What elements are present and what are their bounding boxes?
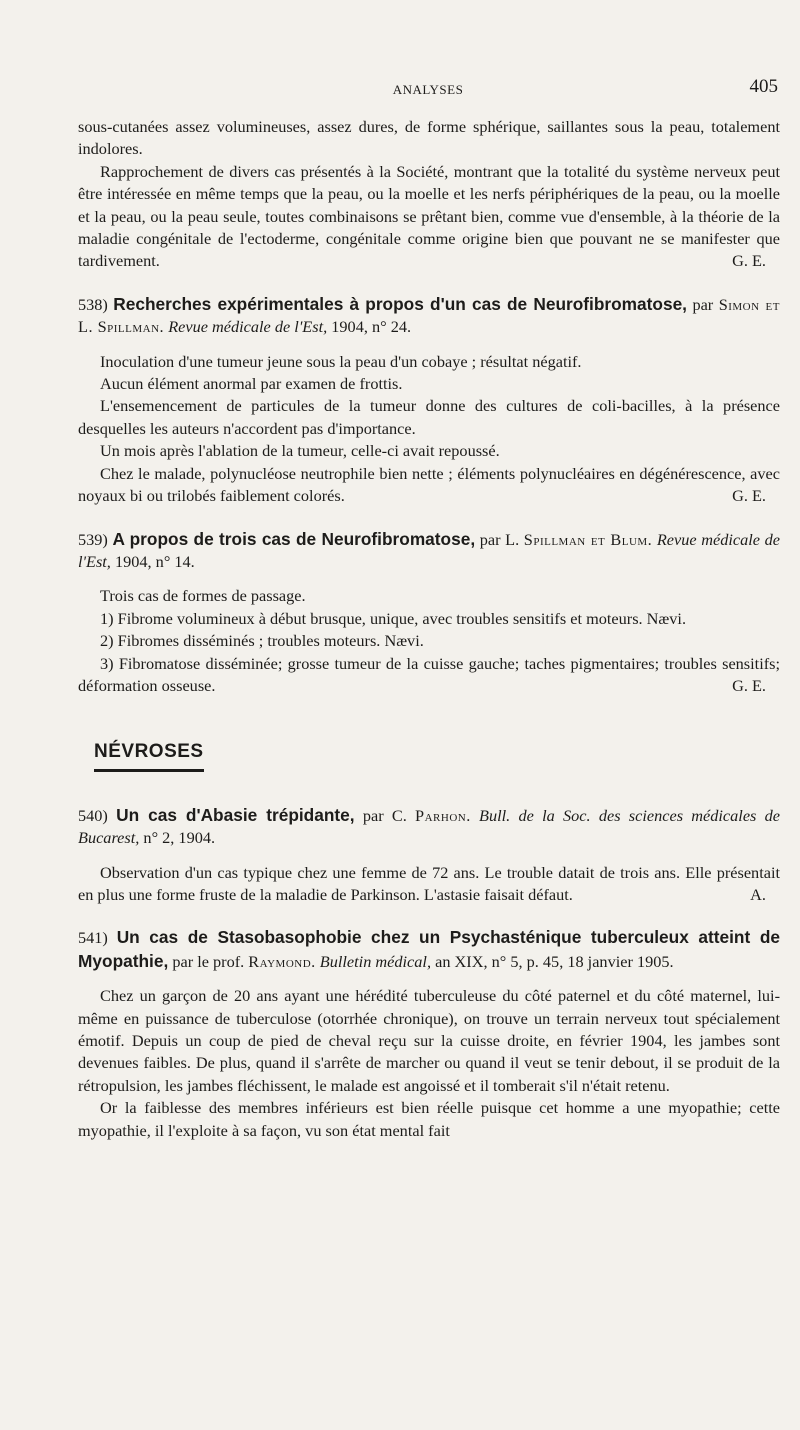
paragraph-text: Chez le malade, polynucléose neutrophile bien nette ; éléments polynucléaires en dégénérescence, avec noyaux bi ou trilobés faiblement colorés. <box>78 463 780 506</box>
entry-authors: Parhon. <box>415 805 471 825</box>
entry-title: Recherches expérimentales à propos d'un cas de Neurofibromatose, <box>113 293 687 314</box>
paragraph <box>78 862 780 907</box>
paragraph: Aucun élément anormal par examen de frottis. <box>100 374 403 394</box>
entry-by: par L. <box>479 529 520 549</box>
entry-heading <box>78 926 780 973</box>
abstract-entry-541 <box>78 926 780 1142</box>
paragraph: Inoculation d'une tumeur jeune sous la peau d'un cobaye ; résultat négatif. <box>100 351 582 371</box>
entry-number: 539) <box>78 529 108 549</box>
entry-reference: 1904, n° 24. <box>331 317 412 337</box>
paragraph-text: Rapprochement de divers cas présentés à la Société, montrant que la totalité du système nerveux peut être intéressée en même temps que la peau, ou la moelle et les nerfs périphériques de la peau, ou la moelle et la peau, ou la peau seule, toutes combinaisons se prêtant bien, comme vue d'ensemble, à la théorie de la maladie congénitale de l'ectoderme, congénitale comme origine bien que pouvant ne se manifester que tardivement. <box>78 161 780 271</box>
entry-reference: n° 2, 1904. <box>143 828 216 848</box>
page-number: 405 <box>749 76 778 97</box>
entry-by: par le prof. <box>172 951 245 971</box>
author-initials: G. E. <box>732 486 766 506</box>
paragraph: sous-cutanées assez volumineuses, assez dures, de forme sphérique, saillantes sous la peau, totalement indolores. <box>78 117 780 159</box>
paragraph-text: 3) Fibromatose disséminée; grosse tumeur de la cuisse gauche; taches pigmentaires; troubles sensitifs; déformation osseuse. <box>78 653 780 695</box>
page-content <box>78 116 780 1142</box>
paragraph: Trois cas de formes de passage. <box>100 586 306 606</box>
paragraph-text: Observation d'un cas typique chez une femme de 72 ans. Le trouble datait de trois ans. Elle présentait en plus une forme fruste de la maladie de Parkinson. L'astasie faisait défaut. <box>78 862 780 904</box>
paragraph: 1) Fibrome volumineux à début brusque, unique, avec troubles sensitifs et moteurs. Nævi. <box>100 608 687 628</box>
entry-reference: an XIX, n° 5, p. 45, 18 janvier 1905. <box>435 951 674 971</box>
entry-authors: Simon et L. Spillman. <box>78 294 780 337</box>
entry-number: 538) <box>78 294 108 314</box>
entry-title: Un cas de Stasobasophobie chez un Psychasténique tuberculeux atteint de Myopathie, <box>78 927 780 971</box>
entry-number: 540) <box>78 805 108 825</box>
entry-journal: Bulletin médical, <box>319 951 432 971</box>
entry-reference: 1904, n° 14. <box>114 551 195 571</box>
paragraph <box>78 463 780 508</box>
section-heading: NÉVROSES <box>94 741 204 771</box>
entry-by: par C. <box>362 805 407 825</box>
abstract-entry-540 <box>78 804 780 907</box>
entry-journal: Revue médicale de l'Est, <box>168 317 328 337</box>
author-initials: G. E. <box>732 675 766 695</box>
paragraph: Chez un garçon de 20 ans ayant une hérédité tuberculeuse du côté paternel et du côté maternel, lui-même en puissance de tuberculose (otorrhée chronique), on trouve un terrain nerveux tout spécialement émotif. Depuis un coup de pied de cheval reçu sur la cuisse droite, en février 1904, les jambes sont devenues faibles. De plus, quand il s'arrête de marcher ou quand il veut se tenir debout, il se produit de la rétropulsion, les jambes fléchissent, le malade est angoissé et il tomberait s'il n'était retenu. <box>78 986 780 1095</box>
paragraph <box>78 161 780 273</box>
paragraph: L'ensemencement de particules de la tumeur donne des cultures de coli-bacilles, à la présence desquelles les auteurs n'accordent pas d'importance. <box>78 396 780 438</box>
entry-heading <box>78 293 780 339</box>
entry-journal: Bull. de la Soc. des sciences médicales de Bucarest, <box>78 805 780 848</box>
entry-authors: Raymond. <box>248 951 316 971</box>
entry-title: A propos de trois cas de Neurofibromatose, <box>112 528 476 549</box>
entry-heading <box>78 804 780 850</box>
entry-by: par <box>692 294 714 314</box>
author-initials: G. E. <box>732 251 766 271</box>
entry-journal: Revue médicale de l'Est, <box>78 529 780 571</box>
paragraph: Or la faiblesse des membres inférieurs est bien réelle puisque cet homme a une myopathie; cette myopathie, il l'exploite à sa façon, vu son état mental fait <box>78 1098 780 1140</box>
entry-heading <box>78 528 780 574</box>
running-head: ANALYSES <box>392 82 464 97</box>
author-initials: A. <box>750 884 766 904</box>
abstract-entry-538 <box>78 293 780 508</box>
paragraph: 2) Fibromes disséminés ; troubles moteurs. Nævi. <box>100 631 424 651</box>
entry-title: Un cas d'Abasie trépidante, <box>116 804 355 825</box>
page-header <box>78 76 778 104</box>
abstract-entry-539 <box>78 528 780 698</box>
paragraph <box>78 653 780 698</box>
entry-number: 541) <box>78 928 108 948</box>
entry-authors: Spillman et Blum. <box>523 529 653 549</box>
paragraph: Un mois après l'ablation de la tumeur, celle-ci avait repoussé. <box>100 441 500 461</box>
